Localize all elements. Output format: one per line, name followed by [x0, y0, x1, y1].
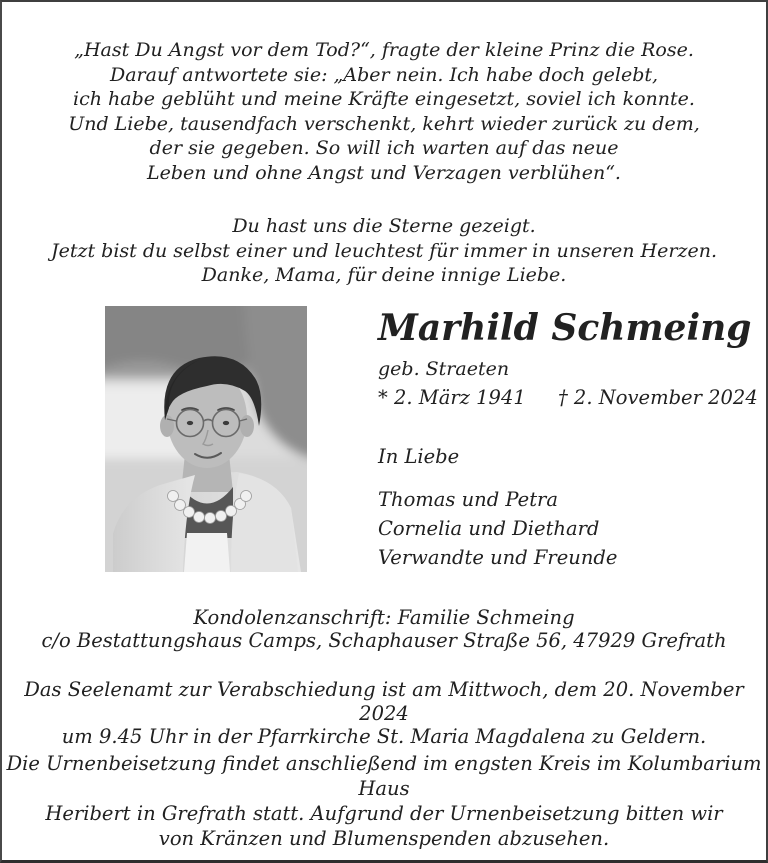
tribute-line: Jetzt bist du selbst einer und leuchtest für immer in unseren Herzen.: [50, 239, 717, 262]
burial-block: [2, 751, 766, 851]
poem-block: [2, 38, 766, 185]
condolence-block: [2, 606, 766, 652]
death-date: † 2. November 2024: [557, 386, 758, 410]
service-line: um 9.45 Uhr in der Pfarrkirche St. Maria Magdalena zu Geldern.: [61, 725, 707, 748]
burial-line: Heribert in Grefrath statt. Aufgrund der Urnenbeisetzung bitten wir: [45, 802, 723, 825]
service-line: Das Seelenamt zur Verabschiedung ist am Mittwoch, dem 20. November 2024: [24, 678, 744, 725]
tribute-block: [2, 214, 766, 288]
burial-line: von Kränzen und Blumenspenden abzusehen.: [158, 827, 610, 850]
service-block: [2, 678, 766, 749]
maiden-name: geb. Straeten: [378, 358, 510, 381]
mourners-list: [378, 485, 758, 572]
burial-line: Die Urnenbeisetzung findet anschließend im engsten Kreis im Kolumbarium Haus: [6, 752, 762, 800]
life-dates: [378, 386, 758, 409]
poem-line: Und Liebe, tausendfach verschenkt, kehrt wieder zurück zu dem,: [68, 112, 700, 135]
mourner-name: Cornelia und Diethard: [378, 517, 600, 541]
mourner-name: Thomas und Petra: [378, 488, 558, 512]
mourners-intro: In Liebe: [378, 445, 460, 469]
birth-date: * 2. März 1941: [378, 386, 526, 410]
tribute-line: Danke, Mama, für deine innige Liebe.: [201, 264, 567, 286]
condolence-line: c/o Bestattungshaus Camps, Schaphauser Straße 56, 47929 Grefrath: [41, 629, 727, 652]
portrait-photo-graphic: [105, 306, 307, 572]
poem-line: „Hast Du Angst vor dem Tod?“, fragte der kleine Prinz die Rose.: [74, 39, 694, 61]
poem-line: Darauf antwortete sie: „Aber nein. Ich habe doch gelebt,: [109, 63, 659, 86]
poem-line: Leben und ohne Angst und Verzagen verblühen“.: [147, 161, 621, 184]
deceased-name: Marhild Schmeing: [378, 307, 752, 349]
condolence-line: Kondolenzanschrift: Familie Schmeing: [193, 606, 575, 629]
tribute-line: Du hast uns die Sterne gezeigt.: [232, 215, 536, 237]
mourner-name: Verwandte und Freunde: [378, 546, 618, 570]
poem-line: ich habe geblüht und meine Kräfte eingesetzt, soviel ich konnte.: [73, 88, 695, 110]
portrait-photo: [105, 306, 307, 572]
deceased-info-block: [378, 308, 758, 572]
poem-line: der sie gegeben. So will ich warten auf das neue: [149, 137, 619, 159]
